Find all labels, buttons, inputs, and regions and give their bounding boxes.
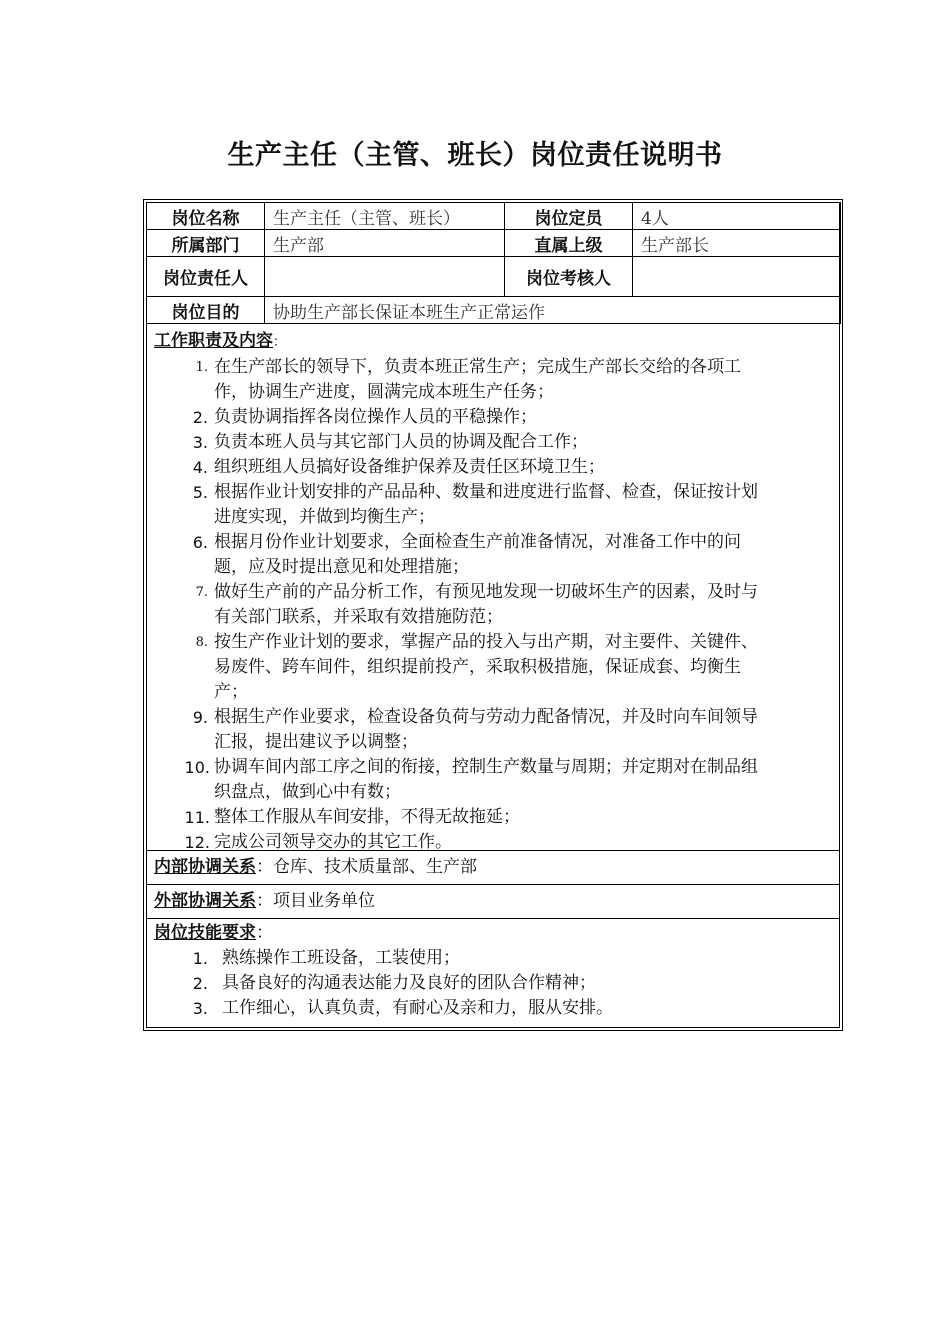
- skill-item: [146, 971, 840, 996]
- duty-item: [146, 430, 840, 455]
- duty-line: 易废件、跨车间件，组织提前投产，采取积极措施，保证成套、均衡生: [214, 657, 741, 677]
- duty-number: 8.: [195, 635, 208, 650]
- duties-heading-colon: ：: [273, 335, 287, 350]
- skill-number: 3.: [192, 999, 208, 1018]
- duty-number: 10.: [184, 758, 210, 777]
- duty-line: 完成公司领导交办的其它工作。: [214, 832, 452, 852]
- duty-line: 产；: [214, 682, 248, 702]
- duty-number: 12.: [184, 833, 210, 852]
- duty-item: [146, 805, 840, 830]
- skill-item: [146, 946, 840, 971]
- external-coordination-row: [146, 889, 840, 914]
- headcount-value: 4人: [633, 203, 841, 230]
- skills-list: [146, 946, 840, 1021]
- duty-line: 在生产部长的领导下，负责本班正常生产；完成生产部长交给的各项工: [214, 357, 741, 377]
- duty-item: [146, 630, 840, 705]
- position-info-table: [146, 202, 841, 324]
- duty-line: 根据月份作业计划要求，全面检查生产前准备情况，对准备工作中的问: [214, 532, 741, 552]
- duty-line: 根据生产作业要求，检查设备负荷与劳动力配备情况，并及时向车间领导: [214, 707, 758, 727]
- duty-line: 作，协调生产进度，圆满完成本班生产任务；: [214, 382, 554, 402]
- duty-item: [146, 480, 840, 530]
- position-name-label: 岗位名称: [147, 203, 265, 230]
- duties-list: [146, 355, 840, 855]
- divider: [146, 884, 840, 885]
- duties-heading: 工作职责及内容: [154, 331, 273, 351]
- external-coordination-colon: ：: [256, 891, 273, 911]
- skills-heading-colon: ：: [256, 923, 273, 943]
- duty-item: [146, 405, 840, 430]
- duties-heading-row: [146, 329, 840, 355]
- skill-text: 具备良好的沟通表达能力及良好的团队合作精神；: [222, 973, 596, 993]
- external-coordination-label: 外部协调关系: [154, 891, 256, 911]
- internal-coordination-value: 仓库、技术质量部、生产部: [273, 857, 477, 877]
- department-label: 所属部门: [147, 230, 265, 257]
- duty-item: [146, 580, 840, 630]
- internal-coordination-row: [146, 855, 840, 880]
- internal-coordination-colon: ：: [256, 857, 273, 877]
- responsible-label: 岗位责任人: [147, 257, 265, 297]
- duty-item: [146, 705, 840, 755]
- info-row-purpose: [147, 297, 841, 324]
- duty-line: 负责本班人员与其它部门人员的协调及配合工作；: [214, 432, 588, 452]
- duty-line: 按生产作业计划的要求，掌握产品的投入与出产期，对主要件、关键件、: [214, 632, 758, 652]
- purpose-value: 协助生产部长保证本班生产正常运作: [265, 297, 841, 324]
- external-coordination-value: 项目业务单位: [273, 891, 375, 911]
- skill-text: 工作细心，认真负责，有耐心及亲和力，服从安排。: [222, 998, 613, 1018]
- duty-line: 负责协调指挥各岗位操作人员的平稳操作；: [214, 407, 537, 427]
- department-value: 生产部: [265, 230, 505, 257]
- duty-line: 织盘点，做到心中有数；: [214, 782, 401, 802]
- divider: [146, 850, 840, 851]
- skills-section: [146, 921, 840, 1021]
- internal-coordination-label: 内部协调关系: [154, 857, 256, 877]
- info-row-position: [147, 203, 841, 230]
- duty-item: [146, 355, 840, 405]
- duty-line: 做好生产前的产品分析工作，有预见地发现一切破坏生产的因素，及时与: [214, 582, 758, 602]
- assessor-label: 岗位考核人: [505, 257, 633, 297]
- skill-text: 熟练操作工班设备，工装使用；: [222, 948, 460, 968]
- duty-line: 组织班组人员搞好设备维护保养及责任区环境卫生；: [214, 457, 605, 477]
- duty-item: [146, 455, 840, 480]
- skill-number: 1.: [192, 949, 208, 968]
- duty-line: 协调车间内部工序之间的衔接，控制生产数量与周期；并定期对在制品组: [214, 757, 758, 777]
- duty-line: 根据作业计划安排的产品品种、数量和进度进行监督、检查，保证按计划: [214, 482, 758, 502]
- duty-line: 进度实现，并做到均衡生产；: [214, 507, 435, 527]
- duty-item: [146, 830, 840, 855]
- purpose-label: 岗位目的: [147, 297, 265, 324]
- page-title: 生产主任（主管、班长）岗位责任说明书: [227, 140, 723, 171]
- skills-heading: 岗位技能要求: [154, 923, 256, 943]
- duty-item: [146, 530, 840, 580]
- duty-number: 2.: [192, 408, 208, 427]
- divider: [146, 918, 840, 919]
- headcount-label: 岗位定员: [505, 203, 633, 230]
- superior-value: 生产部长: [633, 230, 841, 257]
- duty-number: 11.: [184, 808, 210, 827]
- duty-number: 5.: [192, 483, 208, 502]
- info-row-department: [147, 230, 841, 257]
- skill-number: 2.: [192, 974, 208, 993]
- duty-item: [146, 755, 840, 805]
- duty-number: 4.: [192, 458, 208, 477]
- duty-number: 6.: [192, 533, 208, 552]
- skill-item: [146, 996, 840, 1021]
- duty-number: 1.: [195, 360, 208, 375]
- duty-line: 汇报，提出建议予以调整；: [214, 732, 418, 752]
- superior-label: 直属上级: [505, 230, 633, 257]
- skills-heading-row: [146, 921, 840, 946]
- duty-number: 9.: [192, 708, 208, 727]
- duty-number: 3.: [192, 433, 208, 452]
- duty-line: 题，应及时提出意见和处理措施；: [214, 557, 469, 577]
- duty-number: 7.: [195, 585, 208, 600]
- duty-line: 整体工作服从车间安排，不得无故拖延；: [214, 807, 520, 827]
- info-row-responsible: [147, 257, 841, 297]
- duty-line: 有关部门联系，并采取有效措施防范；: [214, 607, 503, 627]
- responsible-value: [265, 257, 505, 297]
- assessor-value: [633, 257, 841, 297]
- position-name-value: 生产主任（主管、班长）: [265, 203, 505, 230]
- duties-section: [146, 329, 840, 855]
